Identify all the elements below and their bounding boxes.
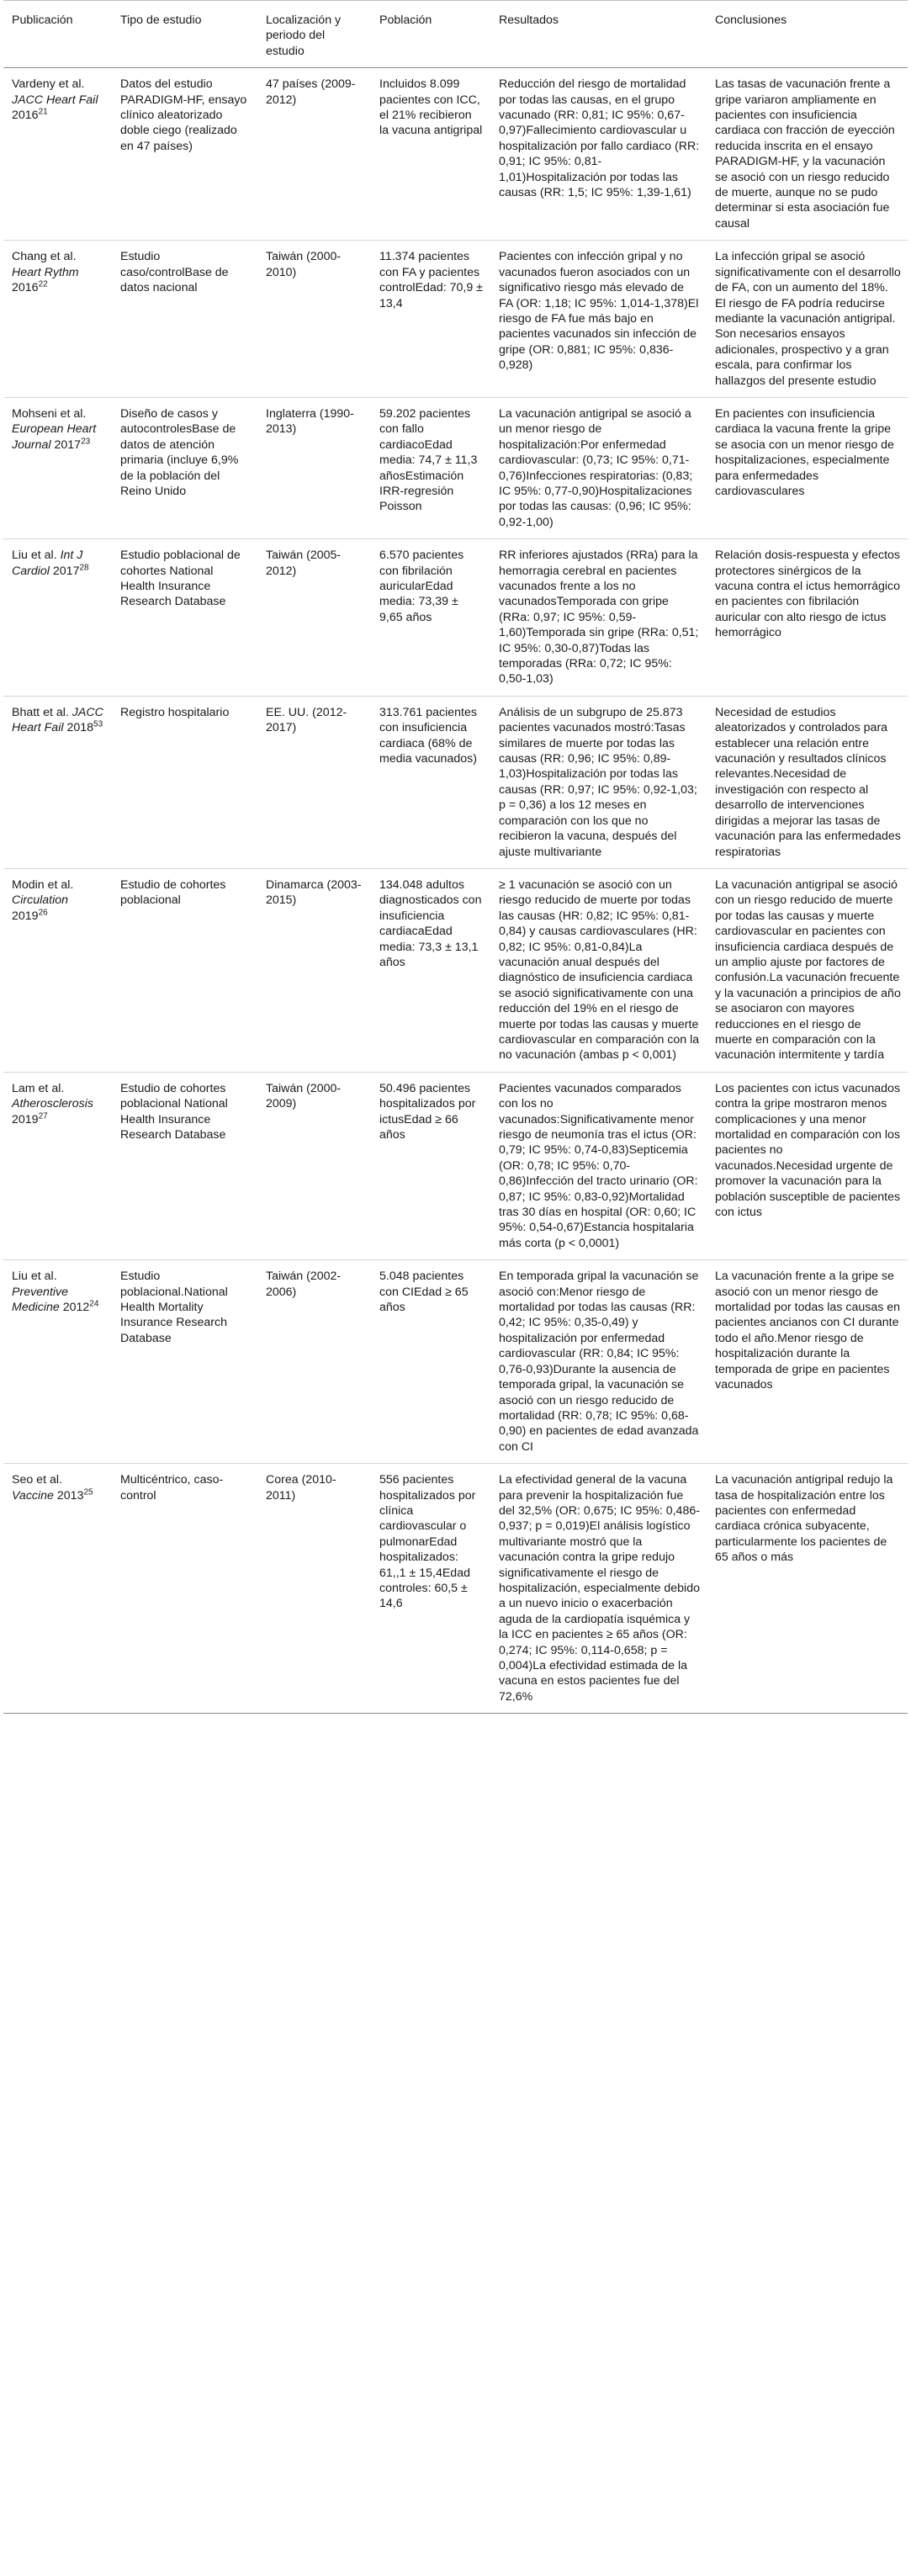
publication-reference: 23	[81, 437, 91, 447]
publication-reference: 53	[93, 719, 103, 729]
publication-year: 2019	[12, 909, 39, 923]
cell-study-type: Estudio de cohortes poblacional	[112, 868, 257, 1072]
table-row	[3, 696, 908, 868]
header-population: Población	[371, 1, 490, 68]
cell-results: La vacunación antigripal se asoció a un menor riesgo de hospitalización:Por enfermedad cardiovascular: (0,73; IC 95%: 0,71-0,76)Infecciones respiratorias: (0,83; IC 95%: 0,77-0,90)Hospitalizaciones por todas las causas: (0,96; IC 95%: 0,92-1,00)	[490, 397, 707, 538]
publication-reference: 27	[38, 1110, 48, 1121]
cell-study-type: Estudio poblacional de cohortes National Health Insurance Research Database	[112, 539, 257, 697]
cell-publication	[3, 1464, 112, 1714]
publication-author: Mohseni et al.	[12, 406, 87, 421]
cell-location: Taiwán (2000-2010)	[257, 241, 371, 398]
publication-journal: Preventive Medicine	[12, 1285, 69, 1315]
cell-population: 556 pacientes hospitalizados por clínica cardiovascular o pulmonarEdad hospitalizados: 61,,1 ± 15,4Edad controles: 60,5 ± 14,6	[371, 1464, 490, 1714]
cell-study-type: Multicéntrico, caso-control	[112, 1464, 257, 1714]
table-header	[3, 1, 908, 68]
cell-location: Corea (2010-2011)	[257, 1464, 371, 1714]
cell-publication	[3, 1072, 112, 1259]
cell-results: Pacientes con infección gripal y no vacunados fueron asociados con un significativo riesgo más elevado de FA (OR: 1,18; IC 95%: 1,014-1,378)El riesgo de FA fue más bajo en pacientes vacunados sin infección de gripe (OR: 0,881; IC 95%: 0,836-0,928)	[490, 241, 707, 398]
cell-results: RR inferiores ajustados (RRa) para la hemorragia cerebral en pacientes vacunados frente a los no vacunadosTemporada con gripe (RRa: 0,97; IC 95%: 0,59-1,60)Temporada sin gripe (RRa: 0,51; IC 95%: 0,30-0,87)Todas las temporadas (RRa: 0,72; IC 95%: 0,50-1,03)	[490, 539, 707, 697]
cell-publication	[3, 68, 112, 241]
cell-results: Pacientes vacunados comparados con los no vacunados:Significativamente menor riesgo de neumonía tras el ictus (OR: 0,79; IC 95%: 0,74-0,83)Septicemia (OR: 0,78; IC 95%: 0,70-0,86)Infección del tracto urinario (OR: 0,87; IC 95%: 0,83-0,92)Mortalidad tras 30 días en hospital (OR: 0,60; IC 95%: 0,54-0,67)Estancia hospitalaria más corta (p < 0,0001)	[490, 1072, 707, 1259]
publication-author: Lam et al.	[12, 1081, 65, 1095]
cell-study-type: Estudio de cohortes poblacional National Health Insurance Research Database	[112, 1072, 257, 1259]
cell-conclusions: La vacunación antigripal redujo la tasa de hospitalización entre los pacientes con enfermedad cardiaca crónica subyacente, particularmente los pacientes de 65 años o más	[707, 1464, 908, 1714]
cell-publication	[3, 1260, 112, 1464]
cell-conclusions: La vacunación frente a la gripe se asoció con un menor riesgo de mortalidad por todas las causas en pacientes ancianos con CI durante todo el año.Menor riesgo de hospitalización durante la temporada de gripe en pacientes vacunados	[707, 1260, 908, 1464]
publication-journal: Circulation	[12, 893, 69, 908]
cell-study-type: Estudio poblacional.National Health Mortality Insurance Research Database	[112, 1260, 257, 1464]
cell-location: Taiwán (2000-2009)	[257, 1072, 371, 1259]
cell-results: Reducción del riesgo de mortalidad por todas las causas, en el grupo vacunado (RR: 0,81; IC 95%: 0,67-0,97)Fallecimiento cardiovascular u hospitalización por fallo cardiaco (RR: 0,91; IC 95%: 0,81-1,01)Hospitalización por todas las causas (RR: 1,5; IC 95%: 1,39-1,61)	[490, 68, 707, 241]
header-location: Localización y periodo del estudio	[257, 1, 371, 68]
cell-publication	[3, 868, 112, 1072]
header-results: Resultados	[490, 1, 707, 68]
cell-study-type: Diseño de casos y autocontrolesBase de datos de atención primaria (incluye 6,9% de la población del Reino Unido	[112, 397, 257, 538]
header-conclusions: Conclusiones	[707, 1, 908, 68]
table-row	[3, 539, 908, 697]
header-row	[3, 1, 908, 68]
publication-year: 2017	[54, 437, 82, 452]
publication-reference: 28	[79, 562, 89, 572]
publication-author: Liu et al.	[12, 1269, 57, 1284]
cell-location: Dinamarca (2003-2015)	[257, 868, 371, 1072]
publication-reference: 22	[38, 279, 48, 289]
cell-population: 5.048 pacientes con CIEdad ≥ 65 años	[371, 1260, 490, 1464]
cell-location: EE. UU. (2012-2017)	[257, 696, 371, 868]
cell-population: 59.202 pacientes con fallo cardiacoEdad media: 74,7 ± 11,3 añosEstimación IRR-regresión Poisson	[371, 397, 490, 538]
cell-results: La efectividad general de la vacuna para prevenir la hospitalización fue del 32,5% (OR: 0,675; IC 95%: 0,486-0,937; p = 0,019)El análisis logístico multivariante mostró que la vacunación contra la gripe redujo significativamente el riesgo de hospitalización, especialmente debido a un nuevo inicio o exacerbación aguda de la cardiopatía isquémica y la ICC en pacientes ≥ 65 años (OR: 0,274; IC 95%: 0,114-0,658; p = 0,004)La efectividad estimada de la vacuna en estos pacientes fue del 72,6%	[490, 1464, 707, 1714]
table-row	[3, 397, 908, 538]
cell-study-type: Registro hospitalario	[112, 696, 257, 868]
table-row	[3, 1072, 908, 1259]
cell-location: Taiwán (2002-2006)	[257, 1260, 371, 1464]
publication-journal: Vaccine	[12, 1488, 54, 1503]
cell-study-type: Estudio caso/controlBase de datos nacional	[112, 241, 257, 398]
cell-publication	[3, 241, 112, 398]
table-row	[3, 1260, 908, 1464]
cell-population: 313.761 pacientes con insuficiencia cardiaca (68% de media vacunados)	[371, 696, 490, 868]
cell-conclusions: Relación dosis-respuesta y efectos protectores sinérgicos de la vacuna contra el ictus hemorrágico en pacientes con fibrilación auricular con alto riesgo de ictus hemorrágico	[707, 539, 908, 697]
publication-year: 2018	[66, 721, 94, 735]
cell-conclusions: La infección gripal se asoció significativamente con el desarrollo de FA, con un aumento del 18%. El riesgo de FA podría reducirse mediante la vacunación antigripal. Son necesarios ensayos adicionales, prospectivo y a gran escala, para confirmar los hallazgos del presente estudio	[707, 241, 908, 398]
publication-year: 2012	[62, 1301, 90, 1315]
publication-year: 2016	[12, 109, 39, 123]
cell-location: Inglaterra (1990-2013)	[257, 397, 371, 538]
cell-publication	[3, 539, 112, 697]
publication-year: 2019	[12, 1112, 39, 1126]
publication-author: Seo et al.	[12, 1473, 62, 1487]
publication-journal: JACC Heart Fail	[12, 705, 103, 735]
publication-journal: JACC Heart Fail	[12, 93, 98, 107]
cell-conclusions: La vacunación antigripal se asoció con un riesgo reducido de muerte por todas las causas y muerte cardiovascular en pacientes con insuficiencia cardiaca después de un amplio ajuste por factores de confusión.La vacunación frecuente y la vacunación a principios de año se asociaron con mayores reducciones en el riesgo de muerte en comparación con la vacunación intermitente y tardía	[707, 868, 908, 1072]
cell-conclusions: Necesidad de estudios aleatorizados y controlados para establecer una relación entre vacunación y resultados clínicos relevantes.Necesidad de investigación con respecto al desarrollo de intervenciones dirigidas a mejorar las tasas de vacunación para las enfermedades respiratorias	[707, 696, 908, 868]
publication-author: Modin et al.	[12, 877, 74, 892]
cell-study-type: Datos del estudio PARADIGM-HF, ensayo clínico aleatorizado doble ciego (realizado en 47 países)	[112, 68, 257, 241]
cell-publication	[3, 397, 112, 538]
cell-conclusions: En pacientes con insuficiencia cardiaca la vacuna frente la gripe se asocia con un menor riesgo de hospitalizaciones, especialmente para enfermedades cardiovasculares	[707, 397, 908, 538]
header-study-type: Tipo de estudio	[112, 1, 257, 68]
publication-year: 2013	[56, 1488, 84, 1503]
publication-journal: European Heart Journal	[12, 422, 97, 452]
cell-conclusions: Las tasas de vacunación frente a gripe variaron ampliamente en pacientes con insuficiencia cardiaca con fracción de eyección reducida inscrita en el ensayo PARADIGM-HF, y la vacunación se asoció con un riesgo reducido de muerte, aunque no se pudo determinar si esta asociación fue causal	[707, 68, 908, 241]
cell-location: Taiwán (2005-2012)	[257, 539, 371, 697]
publication-journal: Heart Rythm	[12, 265, 79, 279]
publication-author: Liu et al.	[12, 549, 57, 563]
cell-population: 50.496 pacientes hospitalizados por ictusEdad ≥ 66 años	[371, 1072, 490, 1259]
publication-author: Chang et al.	[12, 250, 77, 264]
publication-reference: 24	[89, 1299, 99, 1309]
cell-population: Incluidos 8.099 pacientes con ICC, el 21% recibieron la vacuna antigripal	[371, 68, 490, 241]
cell-population: 6.570 pacientes con fibrilación auricularEdad media: 73,39 ± 9,65 años	[371, 539, 490, 697]
cell-population: 134.048 adultos diagnosticados con insuficiencia cardiacaEdad media: 73,3 ± 13,1 años	[371, 868, 490, 1072]
publication-author: Vardeny et al.	[12, 77, 85, 92]
table-body	[3, 68, 908, 1714]
publication-journal: Int J Cardiol	[12, 549, 83, 578]
publication-journal: Atherosclerosis	[12, 1097, 93, 1111]
cell-publication	[3, 696, 112, 868]
cell-location: 47 países (2009-2012)	[257, 68, 371, 241]
cell-conclusions: Los pacientes con ictus vacunados contra la gripe mostraron menos complicaciones y una menor mortalidad en comparación con los pacientes no vacunados.Necesidad urgente de promover la vacunación para la población susceptible de pacientes con ictus	[707, 1072, 908, 1259]
studies-table	[3, 0, 908, 1714]
publication-year: 2016	[12, 281, 39, 295]
publication-author: Bhatt et al.	[12, 705, 69, 719]
cell-results: Análisis de un subgrupo de 25.873 pacientes vacunados mostró:Tasas similares de muerte por todas las causas (RR: 0,96; IC 95%: 0,89-1,03)Hospitalización por todas las causas (RR: 0,97; IC 95%: 0,92-1,03; p = 0,36) a los 12 meses en comparación con los que no recibieron la vacuna, después del ajuste multivariante	[490, 696, 707, 868]
cell-results: ≥ 1 vacunación se asoció con un riesgo reducido de muerte por todas las causas (HR: 0,82; IC 95%: 0,81-0,84) y causas cardiovasculares (HR: 0,82; IC 95%: 0,81-0,84)La vacunación anual después del diagnóstico de insuficiencia cardiaca se asoció significativamente con una reducción del 19% en el riesgo de muerte por todas las causas y muerte cardiovascular en comparación con la no vacunación (ambas p < 0,001)	[490, 868, 707, 1072]
publication-reference: 26	[38, 907, 48, 917]
publication-year: 2017	[52, 564, 80, 578]
header-publication: Publicación	[3, 1, 112, 68]
publication-reference: 21	[38, 107, 48, 117]
table-row	[3, 1464, 908, 1714]
table-row	[3, 68, 908, 241]
publication-reference: 25	[83, 1487, 93, 1497]
cell-population: 11.374 pacientes con FA y pacientes controlEdad: 70,9 ± 13,4	[371, 241, 490, 398]
table-row	[3, 241, 908, 398]
cell-results: En temporada gripal la vacunación se asoció con:Menor riesgo de mortalidad por todas las causas (RR: 0,42; IC 95%: 0,35-0,49) y hospitalización por enfermedad cardiovascular (RR: 0,84; IC 95%: 0,76-0,93)Durante la ausencia de temporada gripal, la vacunación se asoció con un riesgo reducido de mortalidad (RR: 0,78; IC 95%: 0,68-0,90) en pacientes de edad avanzada con CI	[490, 1260, 707, 1464]
table-row	[3, 868, 908, 1072]
